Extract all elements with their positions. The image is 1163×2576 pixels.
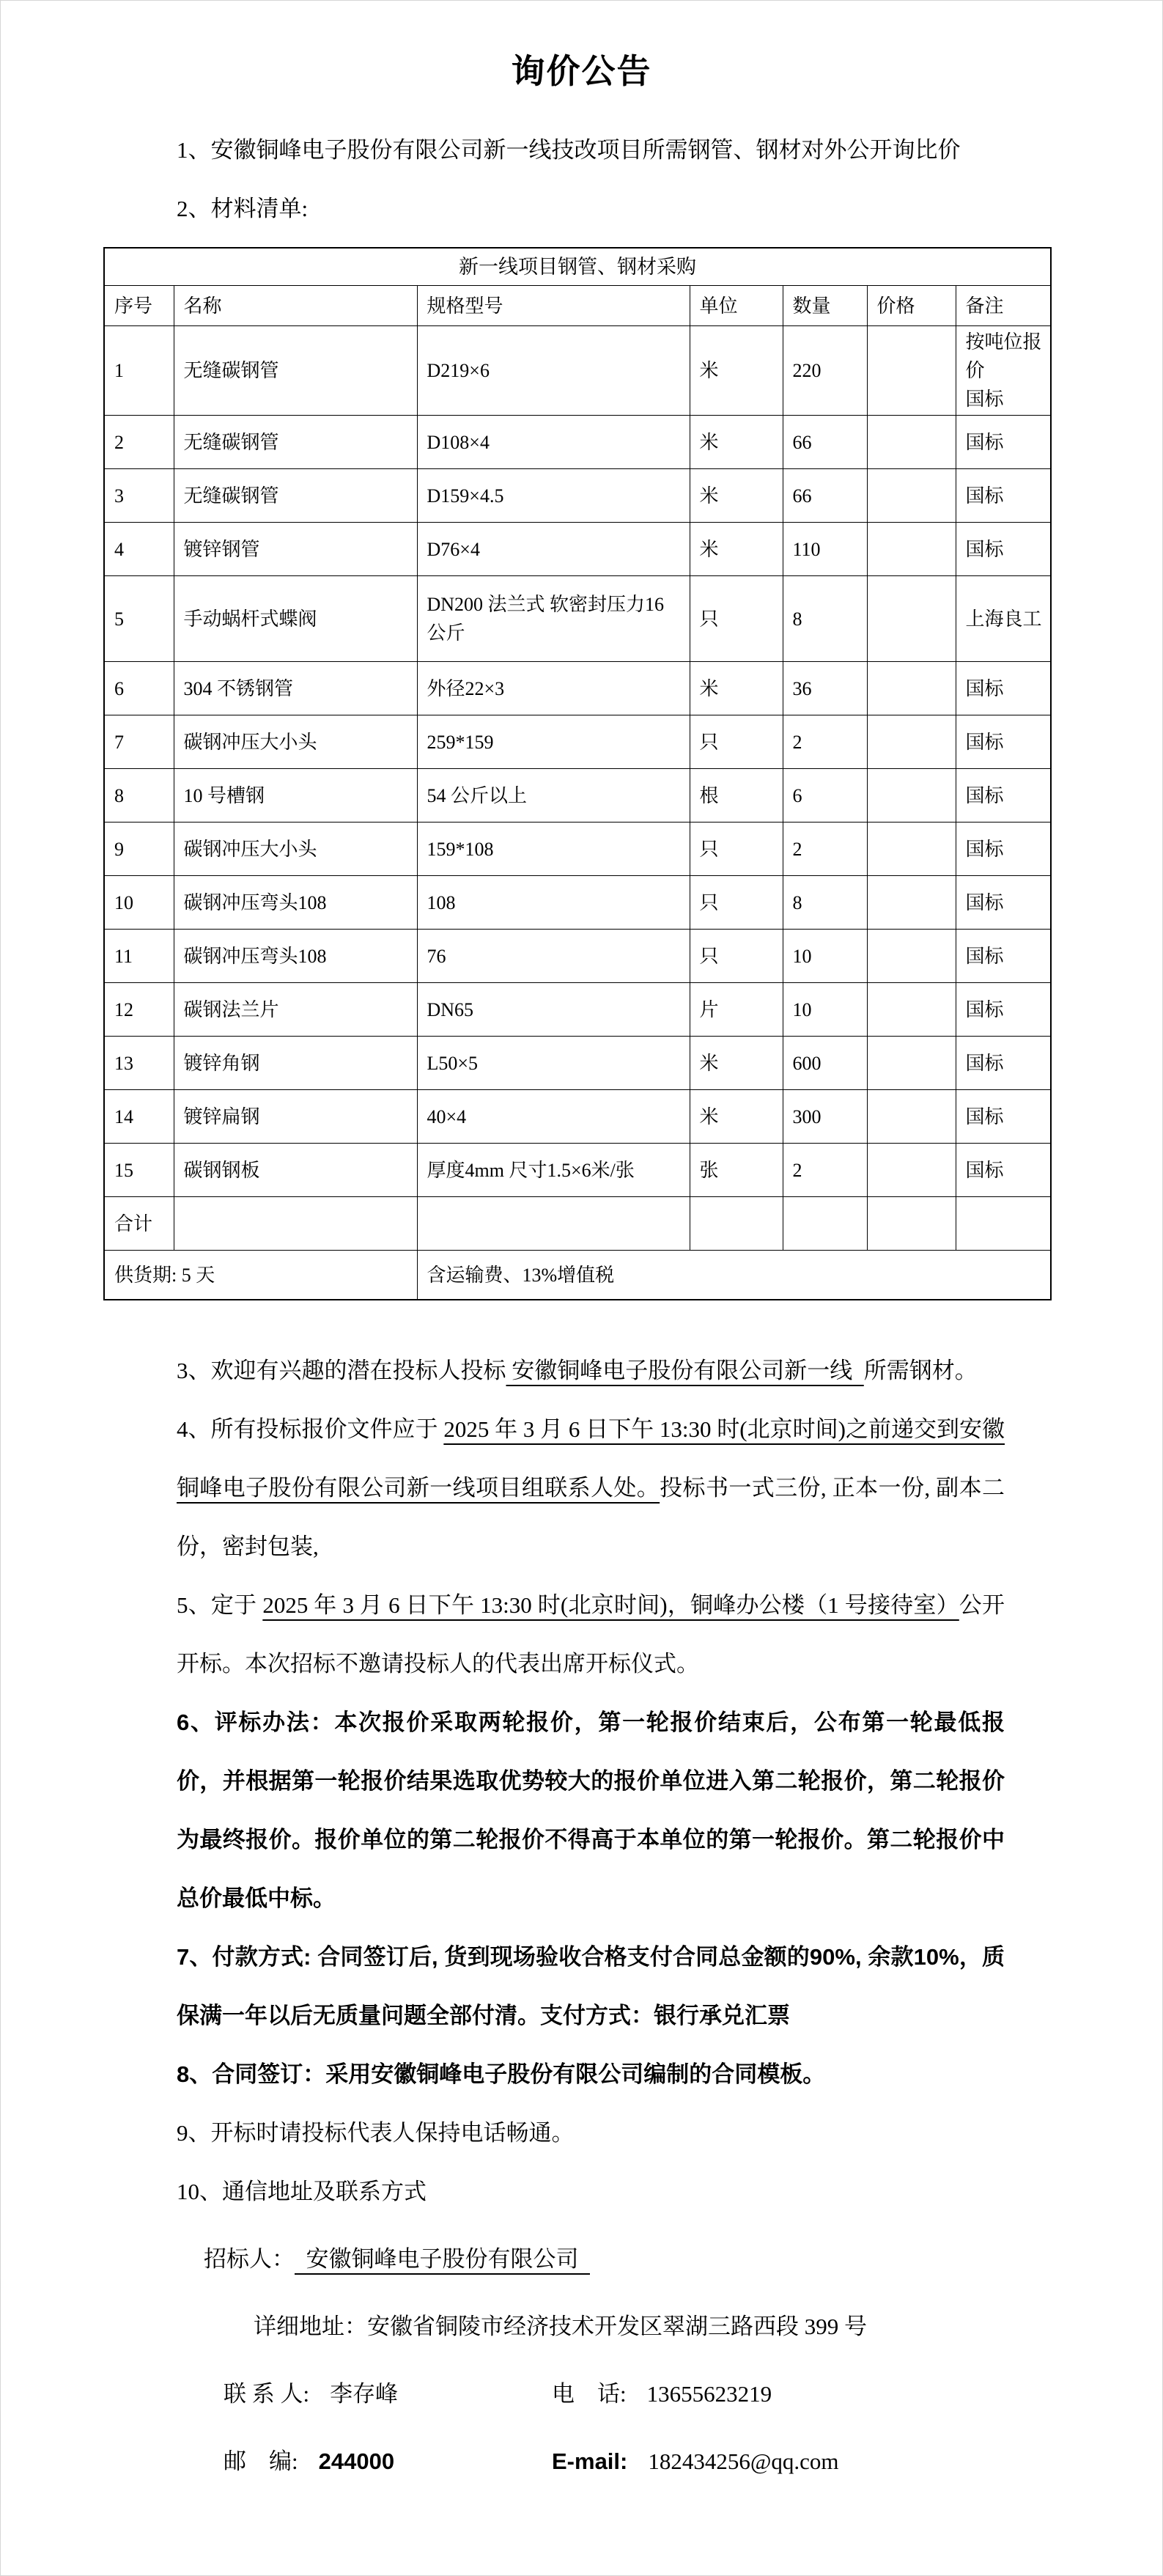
cell-no: 12 [104,983,174,1037]
cell-no: 15 [104,1144,174,1197]
total-row [104,1197,1051,1251]
paragraph-4 [177,1400,1005,1576]
cell-remark: 国标 [956,662,1051,715]
cell-spec: 40×4 [417,1090,690,1144]
person-name: 李存峰 [330,2381,399,2407]
cell-price [867,662,956,715]
cell-name: 碳钢钢板 [174,1144,417,1197]
cell-name: 碳钢冲压大小头 [174,715,417,769]
cell-qty: 36 [783,662,867,715]
phone-label: 电 话: [552,2381,627,2407]
cell-no: 10 [104,876,174,930]
table-header-row [104,286,1051,326]
cell-qty: 10 [783,930,867,983]
cell-price [867,769,956,823]
cell-no: 2 [104,416,174,469]
cell-qty: 600 [783,1037,867,1090]
cell-qty: 2 [783,1144,867,1197]
cell-spec: 厚度4mm 尺寸1.5×6米/张 [417,1144,690,1197]
cell-no: 1 [104,326,174,416]
supply-period: 供货期: 5 天 [104,1251,417,1300]
cell-price [867,1144,956,1197]
cell-no: 14 [104,1090,174,1144]
cell-remark: 国标 [956,523,1051,576]
cell-name: 碳钢冲压弯头108 [174,876,417,930]
cell-name: 镀锌角钢 [174,1037,417,1090]
address-value: 安徽省铜陵市经济技术开发区翠湖三路西段 399 号 [367,2314,867,2339]
table-row [104,1144,1051,1197]
cell-price [867,576,956,662]
cell-spec: D159×4.5 [417,469,690,523]
cell-spec: 76 [417,930,690,983]
cell-remark: 国标 [956,930,1051,983]
cell-unit: 只 [690,576,783,662]
paragraph-5 [177,1576,1005,1693]
p5-pre: 5、定于 [177,1592,263,1618]
cell-spec: D76×4 [417,523,690,576]
cell-no: 4 [104,523,174,576]
cell-name: 无缝碳钢管 [174,416,417,469]
cell-name: 镀锌扁钢 [174,1090,417,1144]
col-header-remark: 备注 [956,286,1051,326]
cell-qty: 10 [783,983,867,1037]
bidder-name: 安徽铜峰电子股份有限公司 [295,2246,590,2272]
table-row [104,930,1051,983]
cell-price [867,416,956,469]
p4-pre: 4、所有投标报价文件应于 [177,1416,444,1442]
cell-price [867,326,956,416]
cell-spec: D108×4 [417,416,690,469]
cell-spec: 外径22×3 [417,662,690,715]
table-row [104,983,1051,1037]
terms-section [1,1342,1162,2221]
cell-remark: 按吨位报价 国标 [956,326,1051,416]
cell-name: 碳钢冲压弯头108 [174,930,417,983]
supply-row [104,1251,1051,1300]
table-row [104,1090,1051,1144]
table-row [104,416,1051,469]
cell-spec: DN200 法兰式 软密封压力16 公斤 [417,576,690,662]
supply-note: 含运输费、13%增值税 [417,1251,1051,1300]
col-header-name: 名称 [174,286,417,326]
cell-price [867,523,956,576]
cell-name: 碳钢法兰片 [174,983,417,1037]
paragraph-2: 2、材料清单: [177,196,309,221]
cell-remark: 国标 [956,1090,1051,1144]
cell-unit: 米 [690,523,783,576]
cell-unit: 米 [690,469,783,523]
materials-table [103,247,1052,1300]
address-label: 详细地址： [254,2314,367,2339]
cell-no: 8 [104,769,174,823]
cell-no: 11 [104,930,174,983]
cell-price [867,715,956,769]
cell-unit: 米 [690,326,783,416]
cell-remark: 国标 [956,876,1051,930]
cell-remark: 国标 [956,469,1051,523]
cell-unit: 米 [690,1037,783,1090]
cell-unit: 只 [690,930,783,983]
cell-remark: 国标 [956,823,1051,876]
p3-pre: 3、欢迎有兴趣的潜在投标人投标 [177,1358,506,1383]
cell-remark: 国标 [956,1144,1051,1197]
cell-name: 镀锌钢管 [174,523,417,576]
col-header-price: 价格 [867,286,956,326]
cell-name: 碳钢冲压大小头 [174,823,417,876]
table-row [104,662,1051,715]
phone-value: 13655623219 [646,2381,772,2407]
cell-remark: 国标 [956,983,1051,1037]
total-price-cell [867,1197,956,1251]
cell-remark: 上海良工 [956,576,1051,662]
cell-unit: 张 [690,1144,783,1197]
table-caption: 新一线项目钢管、钢材采购 [104,248,1051,286]
person-label: 联 系 人: [224,2381,310,2407]
paragraph-10: 10、通信地址及联系方式 [177,2179,427,2204]
cell-qty: 110 [783,523,867,576]
cell-qty: 8 [783,576,867,662]
table-row [104,715,1051,769]
bidder-line [204,2230,1162,2289]
paragraph-3 [177,1342,1005,1400]
total-unit-cell [690,1197,783,1251]
cell-unit: 米 [690,1090,783,1144]
cell-price [867,823,956,876]
cell-unit: 只 [690,823,783,876]
total-qty-cell [783,1197,867,1251]
col-header-unit: 单位 [690,286,783,326]
paragraph-9: 9、开标时请投标代表人保持电话畅通。 [177,2120,575,2146]
total-name-cell [174,1197,417,1251]
document-page [1,1,1162,2491]
cell-name: 304 不锈钢管 [174,662,417,715]
cell-qty: 66 [783,416,867,469]
cell-spec: 159*108 [417,823,690,876]
total-spec-cell [417,1197,690,1251]
paragraph-6: 6、评标办法：本次报价采取两轮报价，第一轮报价结束后，公布第一轮最低报价，并根据第一轮报价结果选取优势较大的报价单位进入第二轮报价，第二轮报价为最终报价。报价单位的第二轮报价不得高于本单位的第一轮报价。第二轮报价中总价最低中标。 [177,1710,1005,1911]
p4-post: 投标书一式三份, 正本一份, 副本二份，密封包装, [177,1475,1005,1559]
paragraph-7: 7、付款方式: 合同签订后, 货到现场验收合格支付合同总金额的90%, 余款10%，质保满一年以后无质量问题全部付清。支付方式：银行承兑汇票 [177,1944,1005,2028]
cell-qty: 66 [783,469,867,523]
email-value: 182434256@qq.com [648,2448,839,2474]
total-remark-cell [956,1197,1051,1251]
cell-unit: 片 [690,983,783,1037]
total-label: 合计 [104,1197,174,1251]
cell-price [867,1090,956,1144]
cell-no: 5 [104,576,174,662]
cell-unit: 只 [690,715,783,769]
postal-email-line [224,2432,1162,2491]
cell-unit: 米 [690,416,783,469]
table-row [104,523,1051,576]
cell-spec: DN65 [417,983,690,1037]
cell-remark: 国标 [956,715,1051,769]
address-line [254,2297,1162,2356]
cell-no: 6 [104,662,174,715]
postal-label: 邮 编: [224,2448,298,2474]
cell-remark: 国标 [956,416,1051,469]
cell-price [867,876,956,930]
cell-price [867,930,956,983]
cell-qty: 300 [783,1090,867,1144]
postal-value: 244000 [318,2448,395,2474]
p3-underlined-company: 安徽铜峰电子股份有限公司新一线 [506,1358,864,1383]
table-row [104,576,1051,662]
table-row [104,469,1051,523]
cell-no: 9 [104,823,174,876]
contact-section [1,2230,1162,2491]
page-title: 询价公告 [511,53,652,90]
cell-name: 无缝碳钢管 [174,326,417,416]
cell-spec: 54 公斤以上 [417,769,690,823]
cell-name: 无缝碳钢管 [174,469,417,523]
cell-spec: L50×5 [417,1037,690,1090]
paragraph-1: 1、安徽铜峰电子股份有限公司新一线技改项目所需钢管、钢材对外公开询比价 [177,137,961,163]
table-row [104,876,1051,930]
p5-post: 公开开标。本次招标不邀请投标人的代表出席开标仪式。 [177,1592,1005,1677]
cell-spec: 259*159 [417,715,690,769]
cell-name: 10 号槽钢 [174,769,417,823]
person-phone-line [224,2365,1162,2424]
cell-no: 7 [104,715,174,769]
table-row [104,326,1051,416]
cell-spec: 108 [417,876,690,930]
table-caption-row [104,248,1051,286]
cell-price [867,1037,956,1090]
col-header-no: 序号 [104,286,174,326]
table-row [104,769,1051,823]
cell-unit: 根 [690,769,783,823]
cell-qty: 220 [783,326,867,416]
cell-remark: 国标 [956,1037,1051,1090]
cell-price [867,983,956,1037]
cell-name: 手动蜗杆式蝶阀 [174,576,417,662]
email-label: E-mail: [552,2448,628,2474]
p3-post: 所需钢材。 [863,1358,978,1383]
paragraph-8: 8、合同签订：采用安徽铜峰电子股份有限公司编制的合同模板。 [177,2061,826,2087]
cell-no: 13 [104,1037,174,1090]
cell-price [867,469,956,523]
col-header-spec: 规格型号 [417,286,690,326]
p4-underlined-deadline: 2025 年 3 月 6 日下午 13:30 时(北京时间)之前递交到安徽铜峰电子股份有限公司新一线项目组联系人处。 [177,1416,1005,1501]
cell-qty: 8 [783,876,867,930]
table-row [104,823,1051,876]
bidder-label: 招标人： [204,2246,295,2272]
cell-spec: D219×6 [417,326,690,416]
col-header-qty: 数量 [783,286,867,326]
table-row [104,1037,1051,1090]
cell-no: 3 [104,469,174,523]
cell-unit: 米 [690,662,783,715]
cell-qty: 2 [783,823,867,876]
cell-qty: 6 [783,769,867,823]
cell-remark: 国标 [956,769,1051,823]
p5-underlined-opening: 2025 年 3 月 6 日下午 13:30 时(北京时间)，铜峰办公楼（1 号接待室） [262,1592,959,1618]
cell-unit: 只 [690,876,783,930]
cell-qty: 2 [783,715,867,769]
